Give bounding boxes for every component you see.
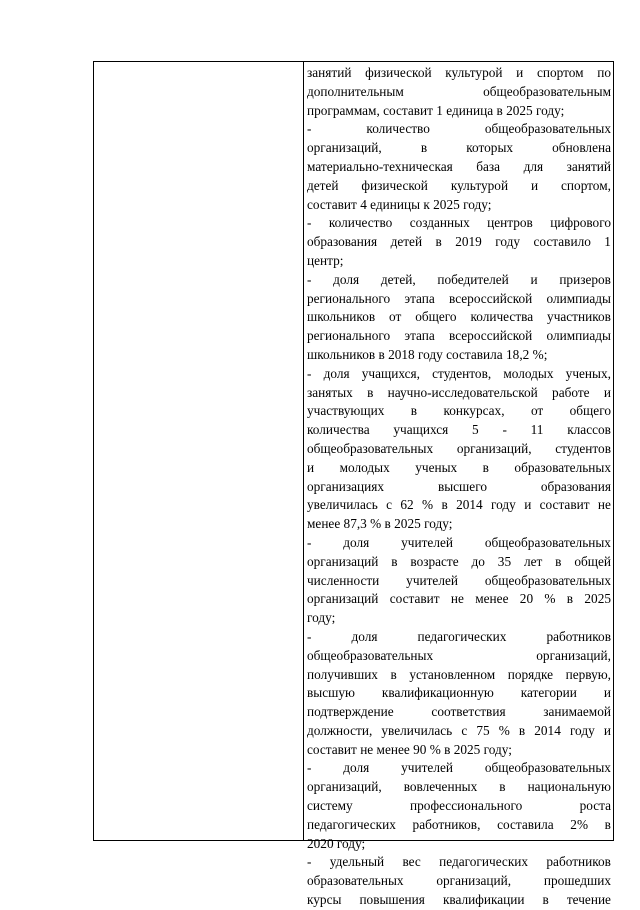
text-line: организаций, в которых обновлена <box>307 140 611 156</box>
text-line: количества учащихся 5 - 11 классов <box>307 422 611 438</box>
text-line: составит 4 единицы к 2025 году; <box>307 196 492 212</box>
text-line: организаций составит не менее 20 % в 2025 <box>307 591 611 607</box>
table-right-column-text <box>304 62 613 908</box>
text-line: численности учителей общеобразовательных <box>307 572 611 588</box>
text-line: менее 87,3 % в 2025 году; <box>307 516 453 532</box>
text-line: - количество общеобразовательных <box>307 121 611 137</box>
text-line: - доля педагогических работников <box>307 628 611 644</box>
text-line: - доля детей, победителей и призеров <box>307 271 611 287</box>
text-line: увеличилась с 62 % в 2014 году и составит не <box>307 497 611 513</box>
text-line: 2020 году; <box>307 835 366 851</box>
text-line: высшую квалификационную категории и <box>307 685 611 701</box>
table-left-column <box>94 62 304 840</box>
text-line: общеобразовательных организаций, <box>307 647 611 663</box>
text-line: организаций, вовлеченных в национальную <box>307 779 611 795</box>
text-line: занятых в научно-исследовательской работе и <box>307 384 611 400</box>
text-line: занятий физической культурой и спортом по <box>307 65 611 80</box>
text-line: детей физической культурой и спортом, <box>307 177 611 193</box>
text-line: общеобразовательных организаций, студентов <box>307 440 611 456</box>
text-line: регионального этапа всероссийской олимпиады <box>307 328 611 344</box>
text-line: и молодых ученых в образовательных <box>307 459 611 475</box>
text-line: курсы повышения квалификации в течение <box>307 892 611 908</box>
text-line: систему профессионального роста <box>307 798 611 814</box>
document-table <box>93 61 614 908</box>
text-line: образовательных организаций, прошедших <box>307 873 611 889</box>
text-line: образования детей в 2019 году составило 1 <box>307 234 611 250</box>
text-line: - доля учителей общеобразовательных <box>307 534 611 550</box>
text-line: материально-техническая база для занятий <box>307 158 611 174</box>
text-line: регионального этапа всероссийской олимпиады <box>307 290 611 306</box>
text-line: участвующих в конкурсах, от общего <box>307 403 611 419</box>
text-line: программам, составит 1 единица в 2025 году; <box>307 102 565 118</box>
text-line: дополнительным общеобразовательным <box>307 83 611 99</box>
text-line: центр; <box>307 252 344 268</box>
text-line: подтверждение соответствия занимаемой <box>307 704 611 720</box>
text-line: получивших в установленном порядке первую, <box>307 666 611 682</box>
text-line: году; <box>307 610 336 626</box>
text-line: - количество созданных центров цифрового <box>307 215 611 231</box>
text-line: - доля учителей общеобразовательных <box>307 760 611 776</box>
text-line: - доля учащихся, студентов, молодых ученых, <box>307 365 611 381</box>
text-line: - удельный вес педагогических работников <box>307 854 611 870</box>
text-line: должности, увеличилась с 75 % в 2014 году и <box>307 722 611 738</box>
text-line: школьников в 2018 году составила 18,2 %; <box>307 346 548 362</box>
text-line: организаций в возрасте до 35 лет в общей <box>307 553 611 569</box>
text-line: педагогических работников, составила 2% в <box>307 816 611 832</box>
text-line: составит не менее 90 % в 2025 году; <box>307 741 512 757</box>
text-line: школьников от общего количества участников <box>307 309 611 325</box>
text-line: организациях высшего образования <box>307 478 611 494</box>
